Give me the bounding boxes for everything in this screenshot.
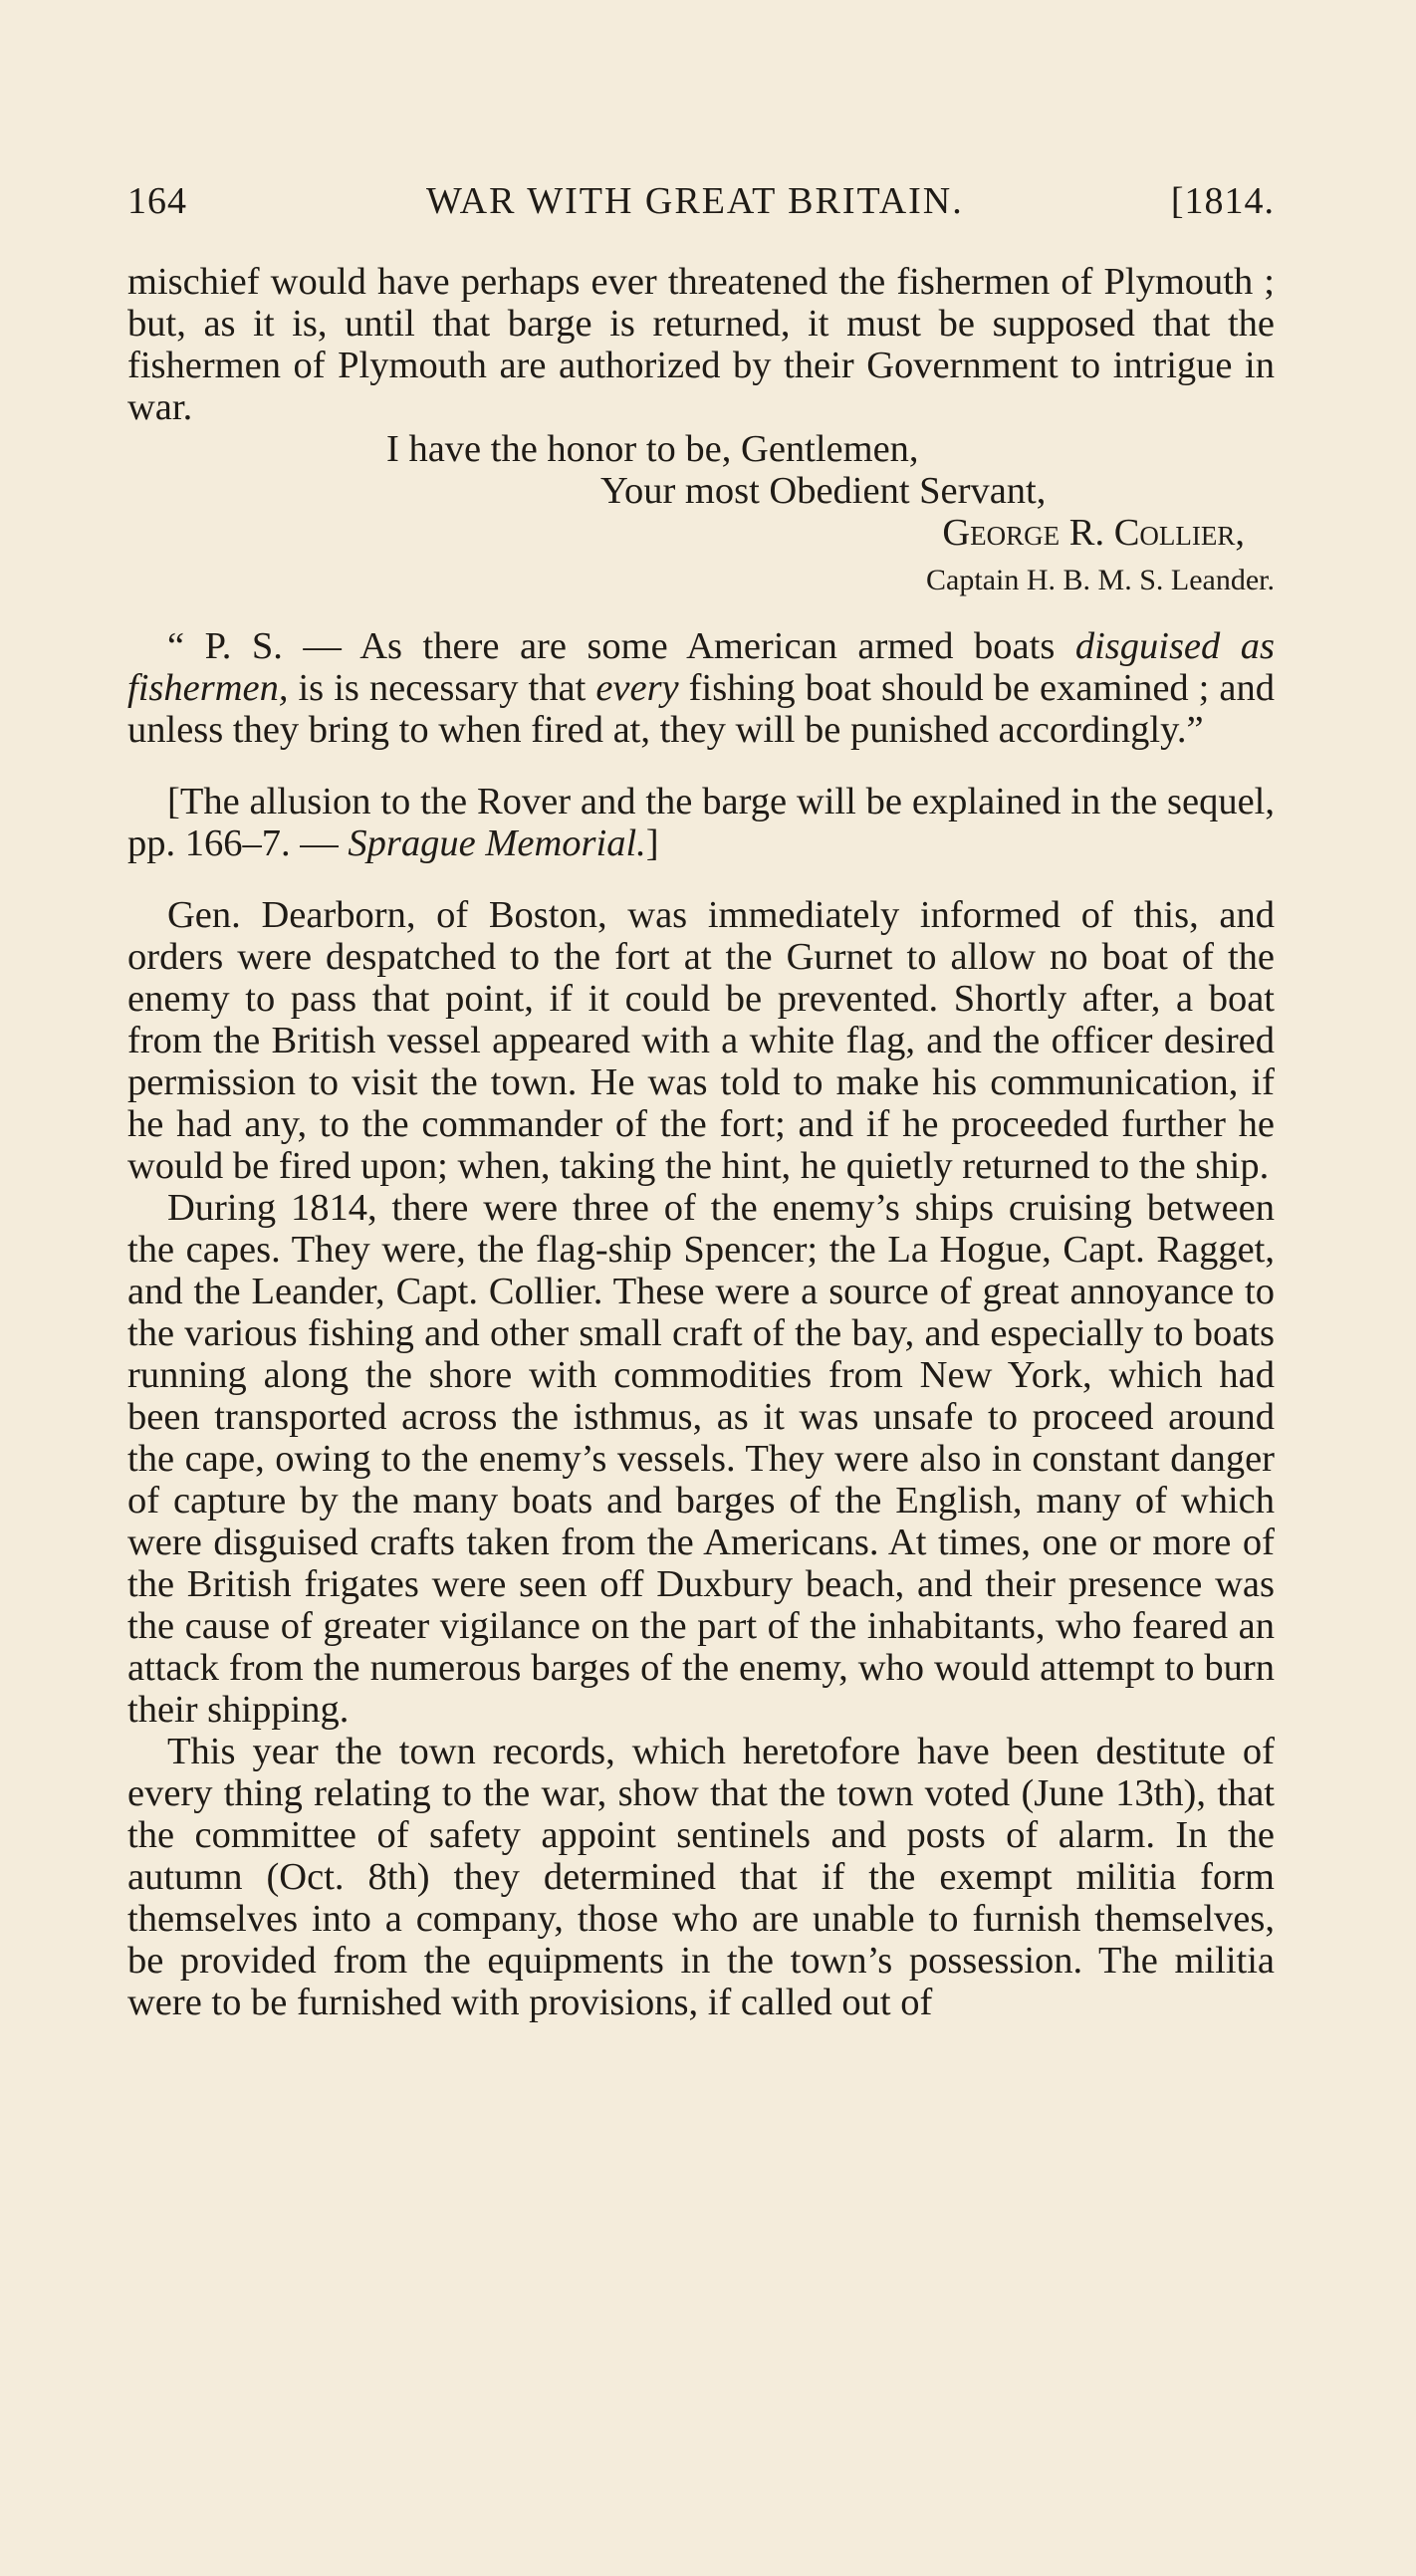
signature-title: Captain H. B. M. S. Leander. bbox=[926, 564, 1275, 596]
signature-line bbox=[127, 512, 1275, 554]
paragraph-town-records: This year the town records, which heretofore have been destitute of every thing relating to the war, show that the town voted (June 13th), that the committee of safety appoint sentinels and posts of alarm. In the autumn (Oct. 8th) they determined that if the exempt militia form themselves into a company, those who are unable to furnish themselves, be provided from the equipments in the town’s possession. The militia were to be furnished with provisions, if called out of bbox=[127, 1731, 1275, 2023]
closing-line-2 bbox=[127, 470, 1275, 512]
closing-servant: Your most Obedient Servant, bbox=[600, 470, 1047, 512]
signature-title-line bbox=[127, 554, 1275, 595]
page-body bbox=[127, 261, 1275, 2023]
running-year: [1814. bbox=[1170, 180, 1275, 222]
paragraph-1814-ships: During 1814, there were three of the enemy’s ships cruising between the capes. They were, the flag-ship Spencer; the La Hogue, Capt. Ragget, and the Leander, Capt. Collier. These were a source of great annoyance to the various fishing and other small craft of the bay, and especially to boats running along the shore with commodities from New York, which had been transported across the isthmus, as it was unsafe to proceed around the cape, owing to the enemy’s vessels. They were also in constant danger of capture by the many boats and barges of the English, many of which were disguised crafts taken from the Americans. At times, one or more of the British frigates were seen off Duxbury beach, and their presence was the cause of greater vigilance on the part of the inhabitants, who feared an attack from the numerous barges of the enemy, who would attempt to burn their shipping. bbox=[127, 1187, 1275, 1731]
paragraph-dearborn: Gen. Dearborn, of Boston, was immediately informed of this, and orders were despatched to the fort at the Gurnet to allow no boat of the enemy to pass that point, if it could be prevented. Shortly after, a boat from the British vessel appeared with a white flag, and the officer desired permission to visit the town. He was told to make his communication, if he had any, to the commander of the fort; and if he proceeded further he would be fired upon; when, taking the hint, he quietly returned to the ship. bbox=[127, 894, 1275, 1187]
running-header bbox=[127, 179, 1275, 229]
postscript: “ P. S. — As there are some American armed boats disguised as fishermen, is is necessary that every fishing boat should be examined ; and unless they bring to when fired at, they will be punished accordingly.” bbox=[127, 625, 1275, 751]
page-number: 164 bbox=[127, 180, 187, 222]
closing-line-1 bbox=[127, 428, 1275, 470]
signature-name: George R. Collier, bbox=[942, 512, 1245, 554]
running-title: WAR WITH GREAT BRITAIN. bbox=[426, 180, 964, 222]
closing-greeting: I have the honor to be, Gentlemen, bbox=[386, 428, 919, 470]
letter-continuation: mischief would have perhaps ever threatened the fishermen of Plymouth ; but, as it is, until that barge is returned, it must be supposed that the fishermen of Plymouth are authorized by their Government to intrigue in war. bbox=[127, 261, 1275, 428]
editorial-note: [The allusion to the Rover and the barge will be explained in the sequel, pp. 166–7. — Sprague Memorial.] bbox=[127, 781, 1275, 864]
